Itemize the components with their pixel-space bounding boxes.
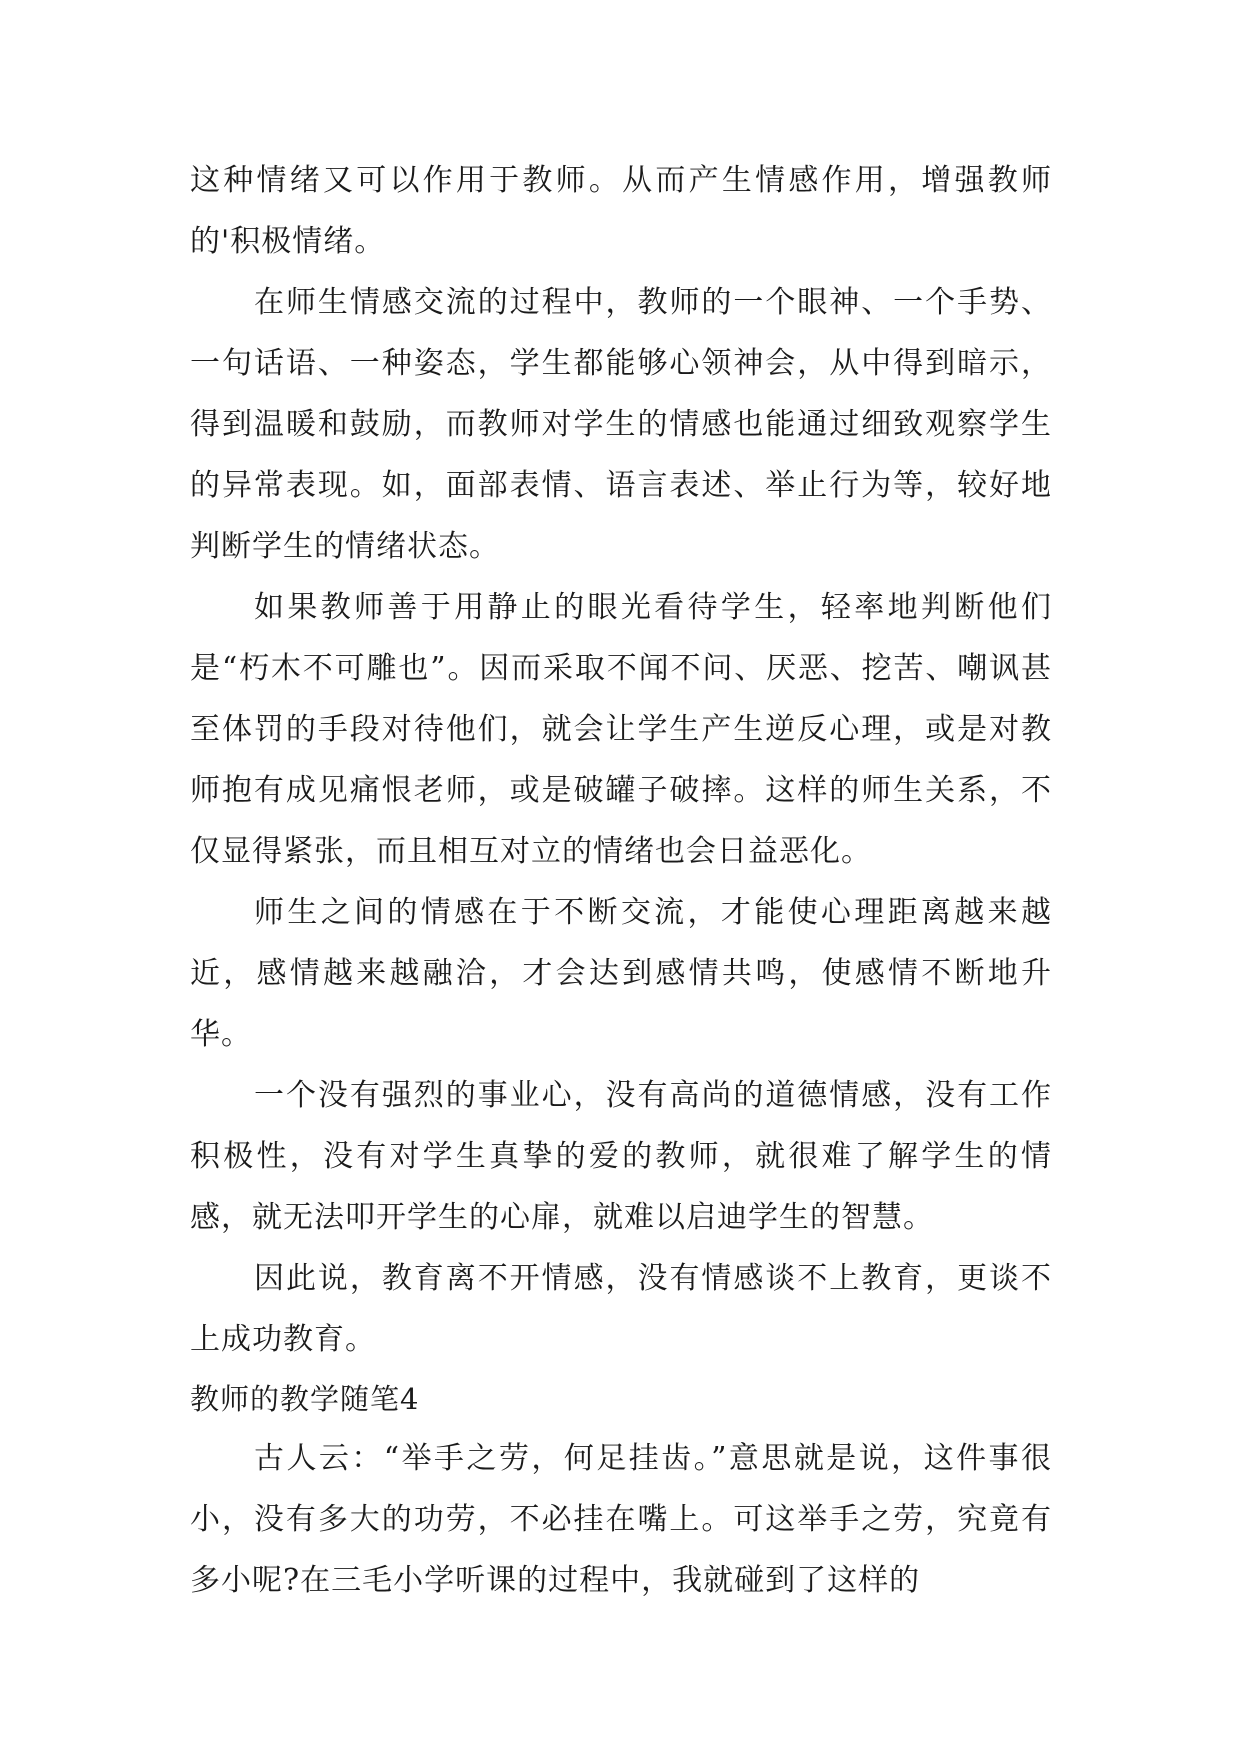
paragraph: 在师生情感交流的过程中，教师的一个眼神、一个手势、一句话语、一种姿态，学生都能够心领神会，从中得到暗示，得到温暖和鼓励，而教师对学生的情感也能通过细致观察学生的异常表现。如，面部表情、语言表述、举止行为等，较好地判断学生的情绪状态。 <box>190 285 1052 564</box>
paragraph: 因此说，教育离不开情感，没有情感谈不上教育，更谈不上成功教育。 <box>190 1261 1052 1357</box>
paragraph: 如果教师善于用静止的眼光看待学生，轻率地判断他们是“朽木不可雕也”。因而采取不闻不问、厌恶、挖苦、嘲讽甚至体罚的手段对待他们，就会让学生产生逆反心理，或是对教师抱有成见痛恨老师，或是破罐子破摔。这样的师生关系，不仅显得紧张，而且相互对立的情绪也会日益恶化。 <box>190 590 1052 869</box>
paragraph: 一个没有强烈的事业心，没有高尚的道德情感，没有工作积极性，没有对学生真挚的爱的教师，就很难了解学生的情感，就无法叩开学生的心扉，就难以启迪学生的智慧。 <box>190 1078 1052 1235</box>
paragraph: 古人云：“举手之劳，何足挂齿。”意思就是说，这件事很小，没有多大的功劳，不必挂在嘴上。可这举手之劳，究竟有多小呢?在三毛小学听课的过程中，我就碰到了这样的 <box>190 1441 1052 1598</box>
paragraph: 师生之间的情感在于不断交流，才能使心理距离越来越近，感情越来越融洽，才会达到感情共鸣，使感情不断地升华。 <box>190 895 1052 1052</box>
paragraph-continuation: 这种情绪又可以作用于教师。从而产生情感作用，增强教师的'积极情绪。 <box>190 163 1052 259</box>
document-page <box>190 150 1052 1611</box>
section-title: 教师的教学随笔4 <box>190 1382 420 1416</box>
